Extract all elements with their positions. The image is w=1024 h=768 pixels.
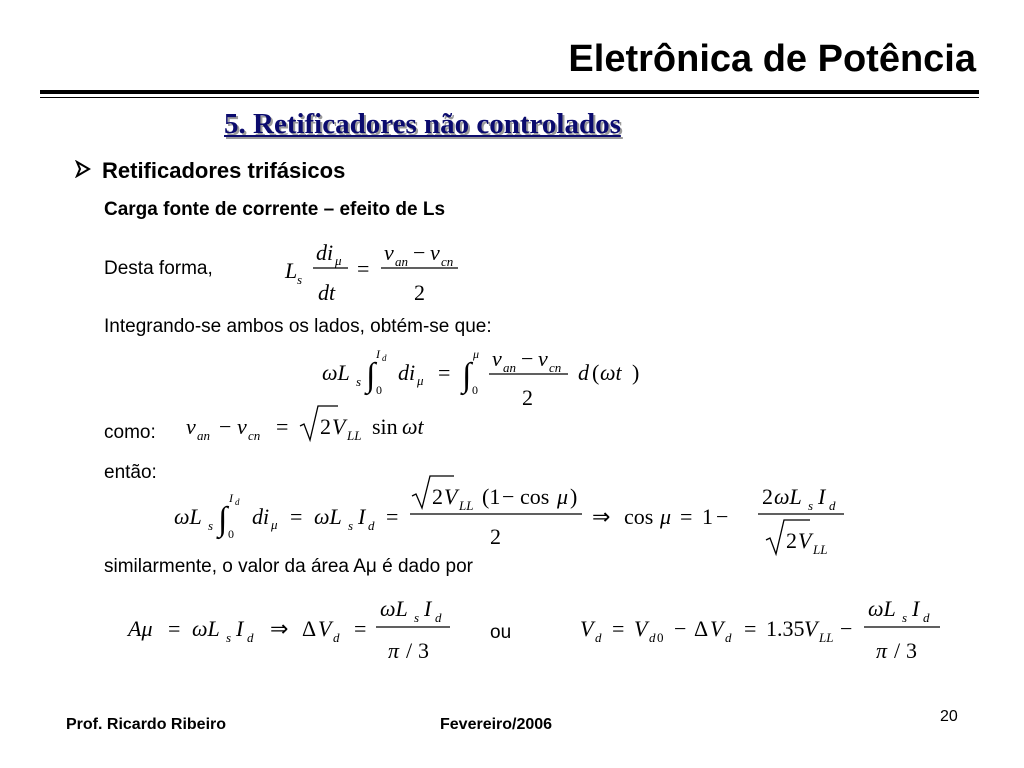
text-ou: ou xyxy=(490,622,512,643)
svg-text:π: π xyxy=(876,638,888,663)
svg-text:LL: LL xyxy=(459,498,474,513)
svg-text:2: 2 xyxy=(522,385,533,410)
svg-text:): ) xyxy=(632,360,640,385)
svg-text:0: 0 xyxy=(228,527,234,541)
svg-text:s: s xyxy=(297,272,303,287)
svg-text:s: s xyxy=(208,518,214,533)
svg-text:=: = xyxy=(168,616,181,641)
svg-text:I: I xyxy=(229,491,233,505)
svg-text:2: 2 xyxy=(762,484,773,509)
svg-text:V: V xyxy=(444,484,458,509)
svg-text:−: − xyxy=(674,616,687,641)
equation-1 xyxy=(280,236,480,313)
text-entao: então: xyxy=(104,462,157,483)
svg-text:/: / xyxy=(894,638,901,663)
svg-text:V: V xyxy=(580,616,594,641)
svg-text:=: = xyxy=(612,616,625,641)
svg-text:d: d xyxy=(923,610,930,625)
svg-text:0: 0 xyxy=(472,383,478,397)
svg-text:⇒: ⇒ xyxy=(592,504,611,529)
svg-text:V: V xyxy=(634,616,648,641)
svg-text:μ: μ xyxy=(271,517,278,532)
svg-text:=: = xyxy=(357,256,370,281)
svg-text:Δ: Δ xyxy=(302,616,317,641)
svg-text:3: 3 xyxy=(418,638,429,663)
section-title: 5. Retificadores não controlados xyxy=(224,108,621,140)
svg-text:di: di xyxy=(398,360,416,385)
svg-text:−: − xyxy=(413,240,426,265)
svg-text:ωt: ωt xyxy=(402,414,424,439)
svg-text:ωt: ωt xyxy=(600,360,622,385)
svg-text:−: − xyxy=(840,616,853,641)
svg-text:d: d xyxy=(829,498,836,513)
svg-text:s: s xyxy=(226,630,232,645)
svg-text:v: v xyxy=(237,414,247,439)
svg-text:μ: μ xyxy=(335,253,342,268)
svg-text:d: d xyxy=(649,630,656,645)
svg-text:=: = xyxy=(438,360,451,385)
svg-text:I: I xyxy=(818,484,826,509)
svg-text:⇒: ⇒ xyxy=(270,616,289,641)
svg-text:=: = xyxy=(680,504,693,529)
svg-text:Δ: Δ xyxy=(694,616,709,641)
svg-text:=: = xyxy=(290,504,303,529)
svg-text:ωL: ωL xyxy=(774,484,802,509)
svg-text:di: di xyxy=(316,240,334,265)
svg-text:1.35: 1.35 xyxy=(766,616,805,641)
svg-text:μ: μ xyxy=(660,504,672,529)
svg-text:di: di xyxy=(252,504,270,529)
svg-text:=: = xyxy=(276,414,289,439)
svg-text:2: 2 xyxy=(414,280,425,305)
svg-text:=: = xyxy=(744,616,757,641)
svg-text:2: 2 xyxy=(786,528,797,553)
svg-text:ωL: ωL xyxy=(868,596,896,621)
svg-text:=: = xyxy=(386,504,399,529)
text-similarmente: similarmente, o valor da área Aμ é dado por xyxy=(104,556,473,577)
svg-text:v: v xyxy=(384,240,394,265)
svg-text:μ: μ xyxy=(417,373,424,388)
arrow-bullet-icon xyxy=(74,158,102,184)
svg-text:V: V xyxy=(710,616,724,641)
svg-text:d: d xyxy=(595,630,602,645)
subheading: Carga fonte de corrente – efeito de Ls xyxy=(104,199,446,220)
svg-text:s: s xyxy=(808,498,814,513)
bullet-text: Retificadores trifásicos xyxy=(102,158,346,183)
svg-text:V: V xyxy=(318,616,332,641)
svg-text:0: 0 xyxy=(657,630,664,645)
svg-text:∫: ∫ xyxy=(218,501,228,538)
svg-text:v: v xyxy=(492,346,502,371)
svg-text:I: I xyxy=(358,504,366,529)
svg-text:s: s xyxy=(348,518,354,533)
text-integrando: Integrando-se ambos os lados, obtém-se que: xyxy=(104,316,492,337)
svg-text:cn: cn xyxy=(441,254,454,269)
slide-title: Eletrônica de Potência xyxy=(568,38,976,80)
svg-text:L: L xyxy=(285,258,298,283)
svg-text:−: − xyxy=(219,414,232,439)
svg-text:μ: μ xyxy=(473,347,480,361)
svg-text:V: V xyxy=(332,414,346,439)
svg-text:v: v xyxy=(538,346,548,371)
svg-text:d: d xyxy=(235,497,240,507)
svg-text:I: I xyxy=(236,616,244,641)
svg-text:V: V xyxy=(798,528,812,553)
equation-3 xyxy=(184,402,454,451)
svg-text:∫: ∫ xyxy=(366,357,376,394)
svg-text:I: I xyxy=(376,347,380,361)
svg-text:d: d xyxy=(333,630,340,645)
page-number: 20 xyxy=(940,708,958,725)
svg-text:d: d xyxy=(382,353,387,363)
svg-text:cn: cn xyxy=(549,360,562,375)
svg-text:an: an xyxy=(395,254,408,269)
svg-text:d: d xyxy=(435,610,442,625)
svg-text:ωL: ωL xyxy=(314,504,342,529)
svg-text:LL: LL xyxy=(819,630,834,645)
footer-author: Prof. Ricardo Ribeiro xyxy=(66,716,227,733)
header-rule-thin xyxy=(40,97,979,98)
svg-text:d: d xyxy=(578,360,589,385)
svg-text:Aμ: Aμ xyxy=(128,616,153,641)
svg-text:−: − xyxy=(716,504,729,529)
svg-text:−: − xyxy=(502,484,515,509)
svg-text:cos: cos xyxy=(624,504,654,529)
svg-text:LL: LL xyxy=(347,428,362,443)
svg-text:s: s xyxy=(414,610,420,625)
svg-text:1: 1 xyxy=(702,504,713,529)
header-rule-thick xyxy=(40,90,979,94)
svg-text:LL: LL xyxy=(813,542,828,557)
svg-text:ωL: ωL xyxy=(174,504,202,529)
svg-text:v: v xyxy=(186,414,196,439)
svg-text:3: 3 xyxy=(906,638,917,663)
svg-text:): ) xyxy=(570,484,578,509)
svg-text:cn: cn xyxy=(248,428,261,443)
svg-text:ωL: ωL xyxy=(380,596,408,621)
svg-text:dt: dt xyxy=(318,280,336,305)
svg-text:2: 2 xyxy=(432,484,443,509)
svg-text:s: s xyxy=(902,610,908,625)
svg-text:ωL: ωL xyxy=(322,360,350,385)
svg-text:ωL: ωL xyxy=(192,616,220,641)
svg-text:v: v xyxy=(430,240,440,265)
svg-text:−: − xyxy=(521,346,534,371)
equation-4 xyxy=(172,474,862,565)
svg-text:(1: (1 xyxy=(482,484,501,509)
svg-text:=: = xyxy=(354,616,367,641)
footer-date: Fevereiro/2006 xyxy=(440,716,553,733)
svg-text:I: I xyxy=(424,596,432,621)
svg-text:d: d xyxy=(368,518,375,533)
bullet-item xyxy=(74,158,345,184)
equation-5 xyxy=(126,594,466,675)
svg-text:s: s xyxy=(356,374,362,389)
svg-text:I: I xyxy=(912,596,920,621)
svg-text:d: d xyxy=(247,630,254,645)
equation-6 xyxy=(578,594,958,675)
svg-text:cos: cos xyxy=(520,484,550,509)
svg-text:an: an xyxy=(197,428,210,443)
svg-text:d: d xyxy=(725,630,732,645)
svg-text:(: ( xyxy=(592,360,600,385)
svg-text:/: / xyxy=(406,638,413,663)
svg-text:sin: sin xyxy=(372,414,398,439)
svg-text:an: an xyxy=(503,360,516,375)
svg-text:π: π xyxy=(388,638,400,663)
svg-text:∫: ∫ xyxy=(462,357,472,394)
text-como: como: xyxy=(104,422,156,443)
svg-text:0: 0 xyxy=(376,383,382,397)
svg-text:μ: μ xyxy=(557,484,569,509)
svg-text:2: 2 xyxy=(320,414,331,439)
svg-text:2: 2 xyxy=(490,524,501,549)
text-desta-forma: Desta forma, xyxy=(104,258,213,279)
svg-text:V: V xyxy=(804,616,818,641)
